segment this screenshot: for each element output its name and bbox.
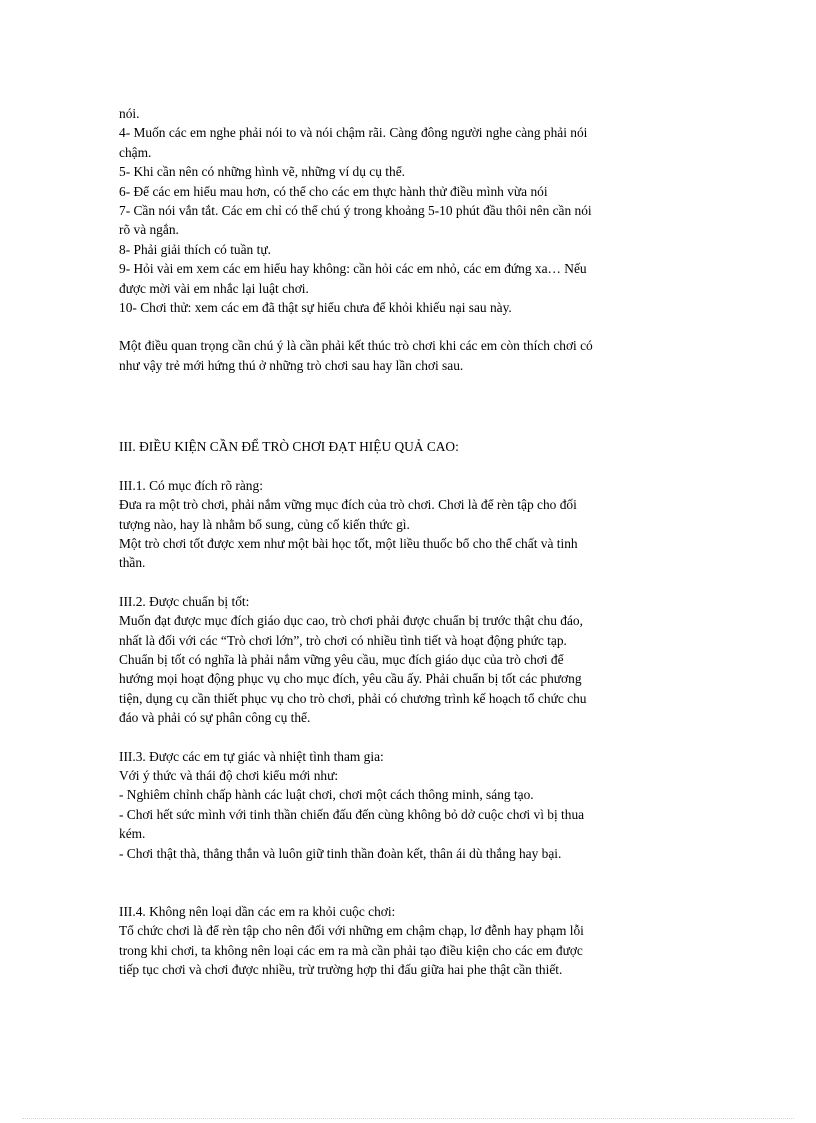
closing-paragraph	[119, 336, 699, 375]
subsection-title: III.1. Có mục đích rõ ràng:	[119, 477, 263, 493]
text-line: - Nghiêm chỉnh chấp hành các luật chơi, chơi một cách thông minh, sáng tạo.	[119, 787, 534, 803]
text-line: chậm.	[119, 144, 152, 160]
text-line: được mời vài em nhắc lại luật chơi.	[119, 280, 309, 296]
text-line: trong khi chơi, ta không nên loại các em ra mà cần phải tạo điều kiện cho các em được	[119, 942, 583, 958]
text-line: - Chơi thật thà, thẳng thắn và luôn giữ tinh thần đoàn kết, thân ái dù thắng hay bại.	[119, 845, 562, 861]
subsection-3-3	[119, 747, 699, 863]
text-line: Muốn đạt được mục đích giáo dục cao, trò chơi phải được chuẩn bị trước thật chu đáo,	[119, 613, 583, 629]
subsection-title: III.3. Được các em tự giác và nhiệt tình tham gia:	[119, 748, 384, 764]
text-line: Chuẩn bị tốt có nghĩa là phải nắm vững yêu cầu, mục đích giáo dục của trò chơi để	[119, 651, 564, 667]
text-line: Một trò chơi tốt được xem như một bài học tốt, một liều thuốc bổ cho thể chất và tinh	[119, 535, 578, 551]
text-line: như vậy trẻ mới hứng thú ở những trò chơi sau hay lần chơi sau.	[119, 357, 464, 373]
text-line: đáo và phải có sự phân công cụ thể.	[119, 710, 311, 726]
text-line: nói.	[119, 106, 140, 121]
subsection-3-1	[119, 476, 699, 573]
text-line: 7- Cần nói vắn tắt. Các em chỉ có thể chú ý trong khoảng 5-10 phút đầu thôi nên cần nói	[119, 203, 592, 219]
document-page	[119, 104, 699, 980]
text-line: Với ý thức và thái độ chơi kiểu mới như:	[119, 767, 339, 783]
subsection-title: III.2. Được chuẩn bị tốt:	[119, 593, 250, 609]
text-line: 9- Hỏi vài em xem các em hiểu hay không: cần hỏi các em nhỏ, các em đứng xa… Nếu	[119, 261, 587, 277]
text-line: tiếp tục chơi và chơi được nhiều, trừ trường hợp thi đấu giữa hai phe thật cần thiết.	[119, 962, 563, 978]
text-line: rõ và ngắn.	[119, 222, 179, 238]
text-line: 5- Khi cần nên có những hình vẽ, những ví dụ cụ thể.	[119, 164, 405, 180]
text-line: nhất là đối với các “Trò chơi lớn”, trò chơi có nhiều tình tiết và hoạt động phức tạp.	[119, 632, 567, 648]
text-line: Một điều quan trọng cần chú ý là cần phải kết thúc trò chơi khi các em còn thích chơi có	[119, 338, 593, 354]
text-line: 4- Muốn các em nghe phải nói to và nói chậm rãi. Càng đông người nghe càng phải nói	[119, 125, 588, 141]
page-bottom-divider	[22, 1118, 794, 1119]
text-line: tiện, dụng cụ cần thiết phục vụ cho trò chơi, phải có chương trình kế hoạch tổ chức chu	[119, 690, 587, 706]
list-block	[119, 104, 699, 317]
subsection-3-4	[119, 902, 699, 980]
text-line: tượng nào, hay là nhằm bổ sung, củng cố kiến thức gì.	[119, 516, 410, 532]
text-line: Tổ chức chơi là để rèn tập cho nên đối với những em chậm chạp, lơ đễnh hay phạm lỗi	[119, 923, 584, 939]
text-line: 8- Phải giải thích có tuần tự.	[119, 241, 271, 257]
subsection-title: III.4. Không nên loại dần các em ra khỏi cuộc chơi:	[119, 904, 396, 919]
section-heading: III. ĐIỀU KIỆN CẦN ĐỂ TRÒ CHƠI ĐẠT HIỆU QUẢ CAO:	[119, 439, 459, 455]
text-line: - Chơi hết sức mình với tinh thần chiến đấu đến cùng không bỏ dở cuộc chơi vì bị thua	[119, 806, 585, 822]
text-line: Đưa ra một trò chơi, phải nắm vững mục đích của trò chơi. Chơi là để rèn tập cho đối	[119, 497, 577, 513]
text-line: kém.	[119, 826, 146, 842]
text-line: 6- Để các em hiểu mau hơn, có thể cho các em thực hành thử điều mình vừa nói	[119, 183, 548, 199]
subsection-3-2	[119, 592, 699, 728]
text-line: thần.	[119, 555, 146, 571]
text-line: 10- Chơi thử: xem các em đã thật sự hiểu chưa để khỏi khiếu nại sau này.	[119, 300, 512, 316]
text-line: hướng mọi hoạt động phục vụ cho mục đích, yêu cầu ấy. Phải chuẩn bị tốt các phương	[119, 671, 582, 687]
